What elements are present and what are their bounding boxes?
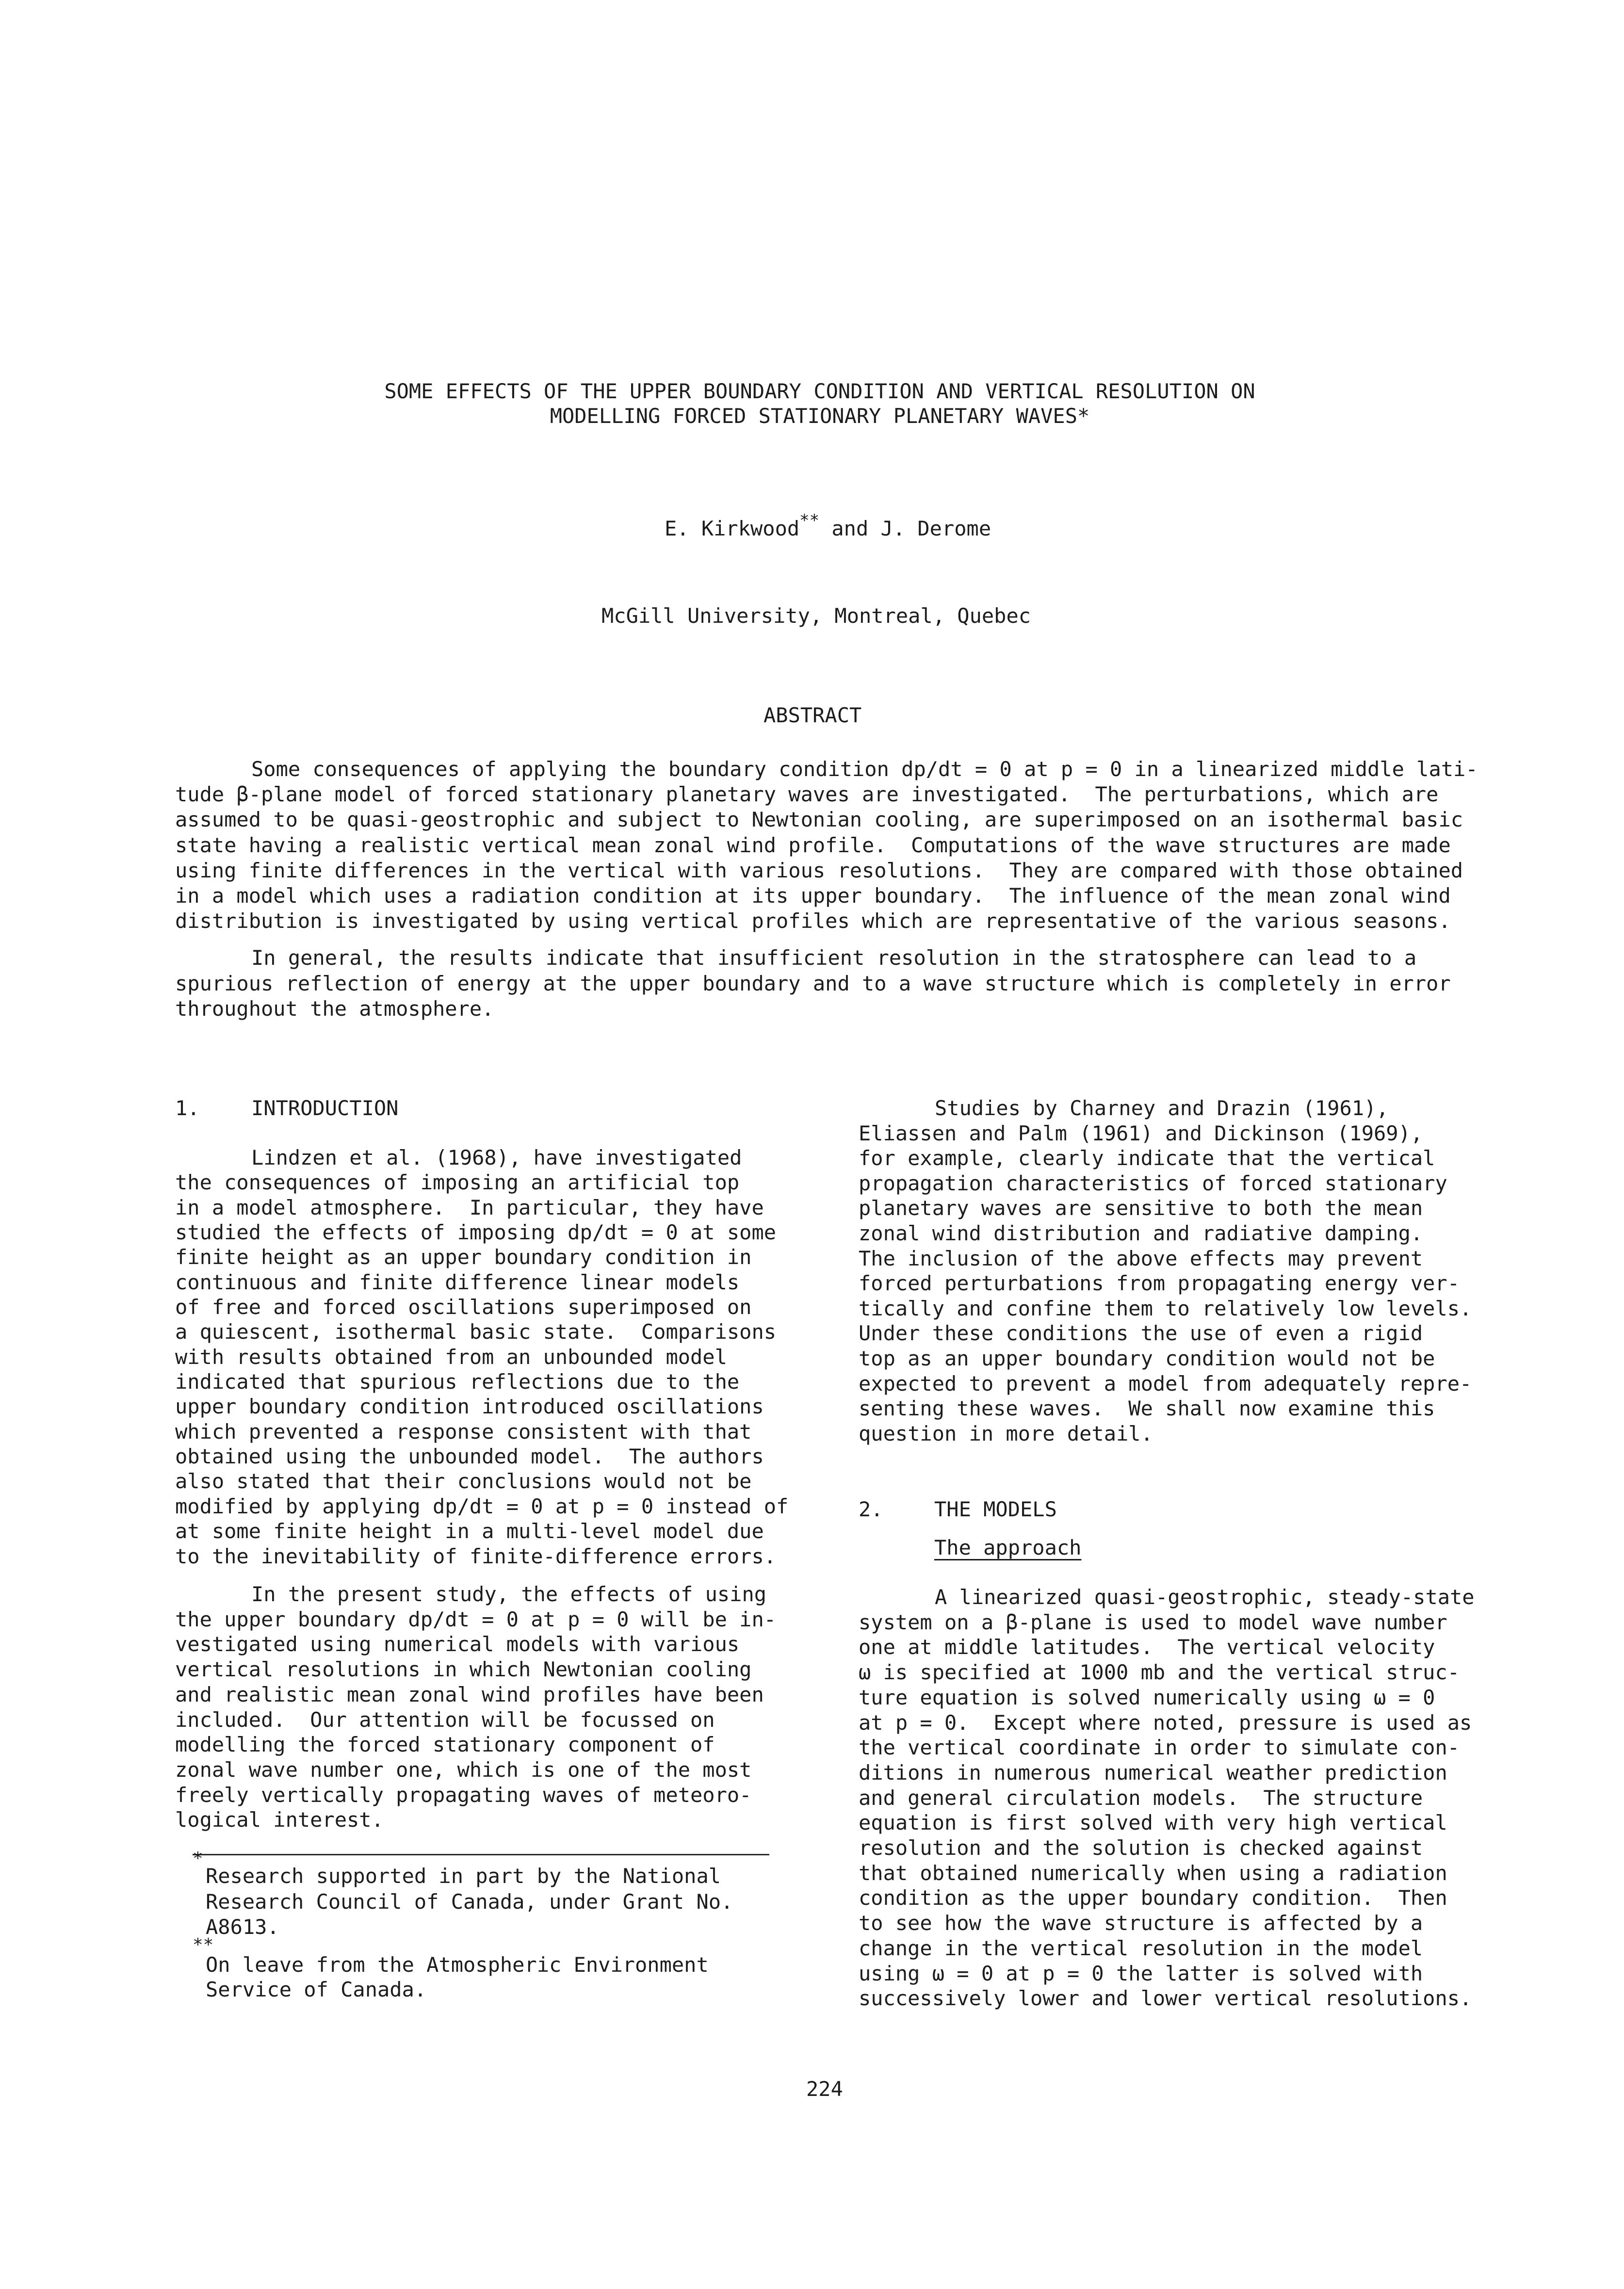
text-line: Eliassen and Palm (1961) and Dickinson (1969), xyxy=(859,1121,1423,1145)
text-line: state having a realistic vertical mean zonal wind profile. Computations of the wave structures are made xyxy=(175,833,1451,857)
abstract-heading: ABSTRACT xyxy=(763,703,862,727)
paper-title xyxy=(376,379,1264,428)
text-line: to see how the wave structure is affected by a xyxy=(859,1911,1423,1935)
footnote-reference: ** xyxy=(799,511,820,530)
text-line: of free and forced oscillations superimposed on xyxy=(175,1295,752,1319)
abstract-paragraph xyxy=(175,757,1478,934)
text-line: zonal wave number one, which is one of the most xyxy=(175,1757,752,1782)
text-line: In general, the results indicate that insufficient resolution in the stratosphere can lead to a xyxy=(251,946,1417,970)
text-line: resolution and the solution is checked against xyxy=(859,1836,1423,1860)
text-line: A linearized quasi-geostrophic, steady-state xyxy=(935,1585,1475,1609)
text-line: vestigated using numerical models with various xyxy=(175,1632,740,1656)
text-line: obtained using the unbounded model. The authors xyxy=(175,1445,764,1469)
text-line: in a model which uses a radiation condition at its upper boundary. The influence of the mean zonal wind xyxy=(175,884,1451,908)
abstract-paragraph xyxy=(175,945,1451,1022)
text-line: Under these conditions the use of even a rigid xyxy=(859,1321,1423,1346)
text-line: forced perturbations from propagating energy ver- xyxy=(859,1271,1460,1296)
text-line: modelling the forced stationary component of xyxy=(175,1733,715,1757)
text-line: planetary waves are sensitive to both the mean xyxy=(859,1196,1423,1220)
text-line: with results obtained from an unbounded model xyxy=(175,1345,727,1369)
footnote xyxy=(206,1952,709,2002)
text-line: using finite differences in the vertical with various resolutions. They are compared with those obtained xyxy=(175,858,1463,882)
text-line: upper boundary condition introduced oscillations xyxy=(175,1395,764,1419)
text-line: which prevented a response consistent with that xyxy=(175,1419,752,1444)
text-line: zonal wind distribution and radiative damping. xyxy=(859,1221,1423,1245)
footnote-line: Research supported in part by the National xyxy=(206,1864,721,1888)
text-line: the vertical coordinate in order to simulate con- xyxy=(859,1736,1460,1760)
body-paragraph xyxy=(175,1582,776,1833)
text-line: tude β-plane model of forced stationary planetary waves are investigated. The perturbations, which are xyxy=(175,782,1439,807)
footnote-line: Service of Canada. xyxy=(206,1978,427,2001)
text-line: vertical resolutions in which Newtonian cooling xyxy=(175,1657,752,1682)
text-line: indicated that spurious reflections due to the xyxy=(175,1370,740,1394)
text-line: and general circulation models. The structure xyxy=(859,1786,1423,1810)
title-line: MODELLING FORCED STATIONARY PLANETARY WAVES* xyxy=(550,404,1090,428)
body-paragraph xyxy=(859,1585,1475,2011)
author-name: and J. Derome xyxy=(819,517,991,540)
text-line: distribution is investigated by using vertical profiles which are representative of the various seasons. xyxy=(175,909,1451,933)
text-line: studied the effects of imposing dp/dt = 0 at some xyxy=(175,1220,777,1245)
author-name: E. Kirkwood xyxy=(665,517,800,540)
section-heading: THE MODELS xyxy=(934,1497,1057,1521)
text-line: top as an upper boundary condition would not be xyxy=(859,1346,1435,1370)
text-line: senting these waves. We shall now examine this xyxy=(859,1396,1435,1421)
footnote-marker: ** xyxy=(193,1935,214,1955)
text-line: one at middle latitudes. The vertical velocity xyxy=(859,1635,1435,1659)
body-paragraph xyxy=(175,1145,788,1569)
footnote-marker: * xyxy=(193,1849,203,1868)
text-line: expected to prevent a model from adequately repre- xyxy=(859,1371,1472,1396)
text-line: modified by applying dp/dt = 0 at p = 0 instead of xyxy=(175,1494,789,1518)
text-line: spurious reflection of energy at the upper boundary and to a wave structure which is completely in error xyxy=(175,971,1451,995)
subsection-heading: The approach xyxy=(934,1536,1082,1559)
text-line: at some finite height in a multi-level model due xyxy=(175,1519,764,1543)
text-line: for example, clearly indicate that the vertical xyxy=(859,1146,1435,1170)
text-line: propagation characteristics of forced stationary xyxy=(859,1171,1447,1195)
text-line: the upper boundary dp/dt = 0 at p = 0 will be in- xyxy=(175,1607,777,1631)
text-line: Some consequences of applying the boundary condition dp/dt = 0 at p = 0 in a linearized middle lati- xyxy=(251,757,1478,781)
text-line: system on a β-plane is used to model wave number xyxy=(859,1610,1447,1634)
text-line: ditions in numerous numerical weather prediction xyxy=(859,1760,1447,1785)
text-line: continuous and finite difference linear models xyxy=(175,1270,740,1294)
section-number: 1. xyxy=(175,1096,200,1120)
text-line: a quiescent, isothermal basic state. Comparisons xyxy=(175,1320,777,1344)
text-line: equation is first solved with very high vertical xyxy=(859,1811,1447,1835)
text-line: using ω = 0 at p = 0 the latter is solved with xyxy=(859,1961,1423,1985)
text-line: to the inevitability of finite-difference errors. xyxy=(175,1544,777,1568)
text-line: and realistic mean zonal wind profiles have been xyxy=(175,1682,764,1706)
text-line: Lindzen et al. (1968), have investigated xyxy=(251,1146,742,1169)
text-line: finite height as an upper boundary condition in xyxy=(175,1245,752,1269)
footnote-line: Research Council of Canada, under Grant No. xyxy=(206,1889,733,1914)
text-line: at p = 0. Except where noted, pressure is used as xyxy=(859,1710,1472,1735)
text-line: ture equation is solved numerically using ω = 0 xyxy=(859,1685,1435,1709)
page-number: 224 xyxy=(806,2077,843,2101)
text-line: also stated that their conclusions would not be xyxy=(175,1469,752,1494)
footnote xyxy=(206,1864,733,1940)
text-line: question in more detail. xyxy=(859,1421,1153,1445)
text-line: that obtained numerically when using a radiation xyxy=(859,1861,1447,1885)
text-line: logical interest. xyxy=(175,1808,384,1832)
affiliation: McGill University, Montreal, Quebec xyxy=(601,604,1031,628)
section-number: 2. xyxy=(859,1497,883,1521)
text-line: ω is specified at 1000 mb and the vertical struc- xyxy=(859,1660,1460,1685)
text-line: successively lower and lower vertical resolutions. xyxy=(859,1986,1472,2011)
text-line: the consequences of imposing an artificial top xyxy=(175,1170,740,1195)
text-line: throughout the atmosphere. xyxy=(175,997,494,1021)
text-line: freely vertically propagating waves of meteoro- xyxy=(175,1783,752,1807)
text-line: in a model atmosphere. In particular, they have xyxy=(175,1195,764,1219)
text-line: change in the vertical resolution in the model xyxy=(859,1936,1423,1960)
footnote-rule xyxy=(193,1854,769,1855)
text-line: assumed to be quasi-geostrophic and subject to Newtonian cooling, are superimposed on an isothermal basic xyxy=(175,808,1463,832)
title-line: SOME EFFECTS OF THE UPPER BOUNDARY CONDITION AND VERTICAL RESOLUTION ON xyxy=(384,379,1255,403)
text-line: The inclusion of the above effects may prevent xyxy=(859,1246,1423,1270)
section-heading: INTRODUCTION xyxy=(251,1096,399,1120)
text-line: In the present study, the effects of using xyxy=(251,1582,767,1606)
footnote-line: A8613. xyxy=(206,1915,279,1939)
text-line: included. Our attention will be focussed on xyxy=(175,1707,715,1732)
text-line: condition as the upper boundary condition. Then xyxy=(859,1886,1447,1910)
body-paragraph xyxy=(859,1096,1472,1446)
footnote-line: On leave from the Atmospheric Environment xyxy=(206,1953,709,1977)
author-list xyxy=(665,511,991,541)
text-line: Studies by Charney and Drazin (1961), xyxy=(935,1096,1389,1120)
text-line: tically and confine them to relatively low levels. xyxy=(859,1296,1472,1320)
